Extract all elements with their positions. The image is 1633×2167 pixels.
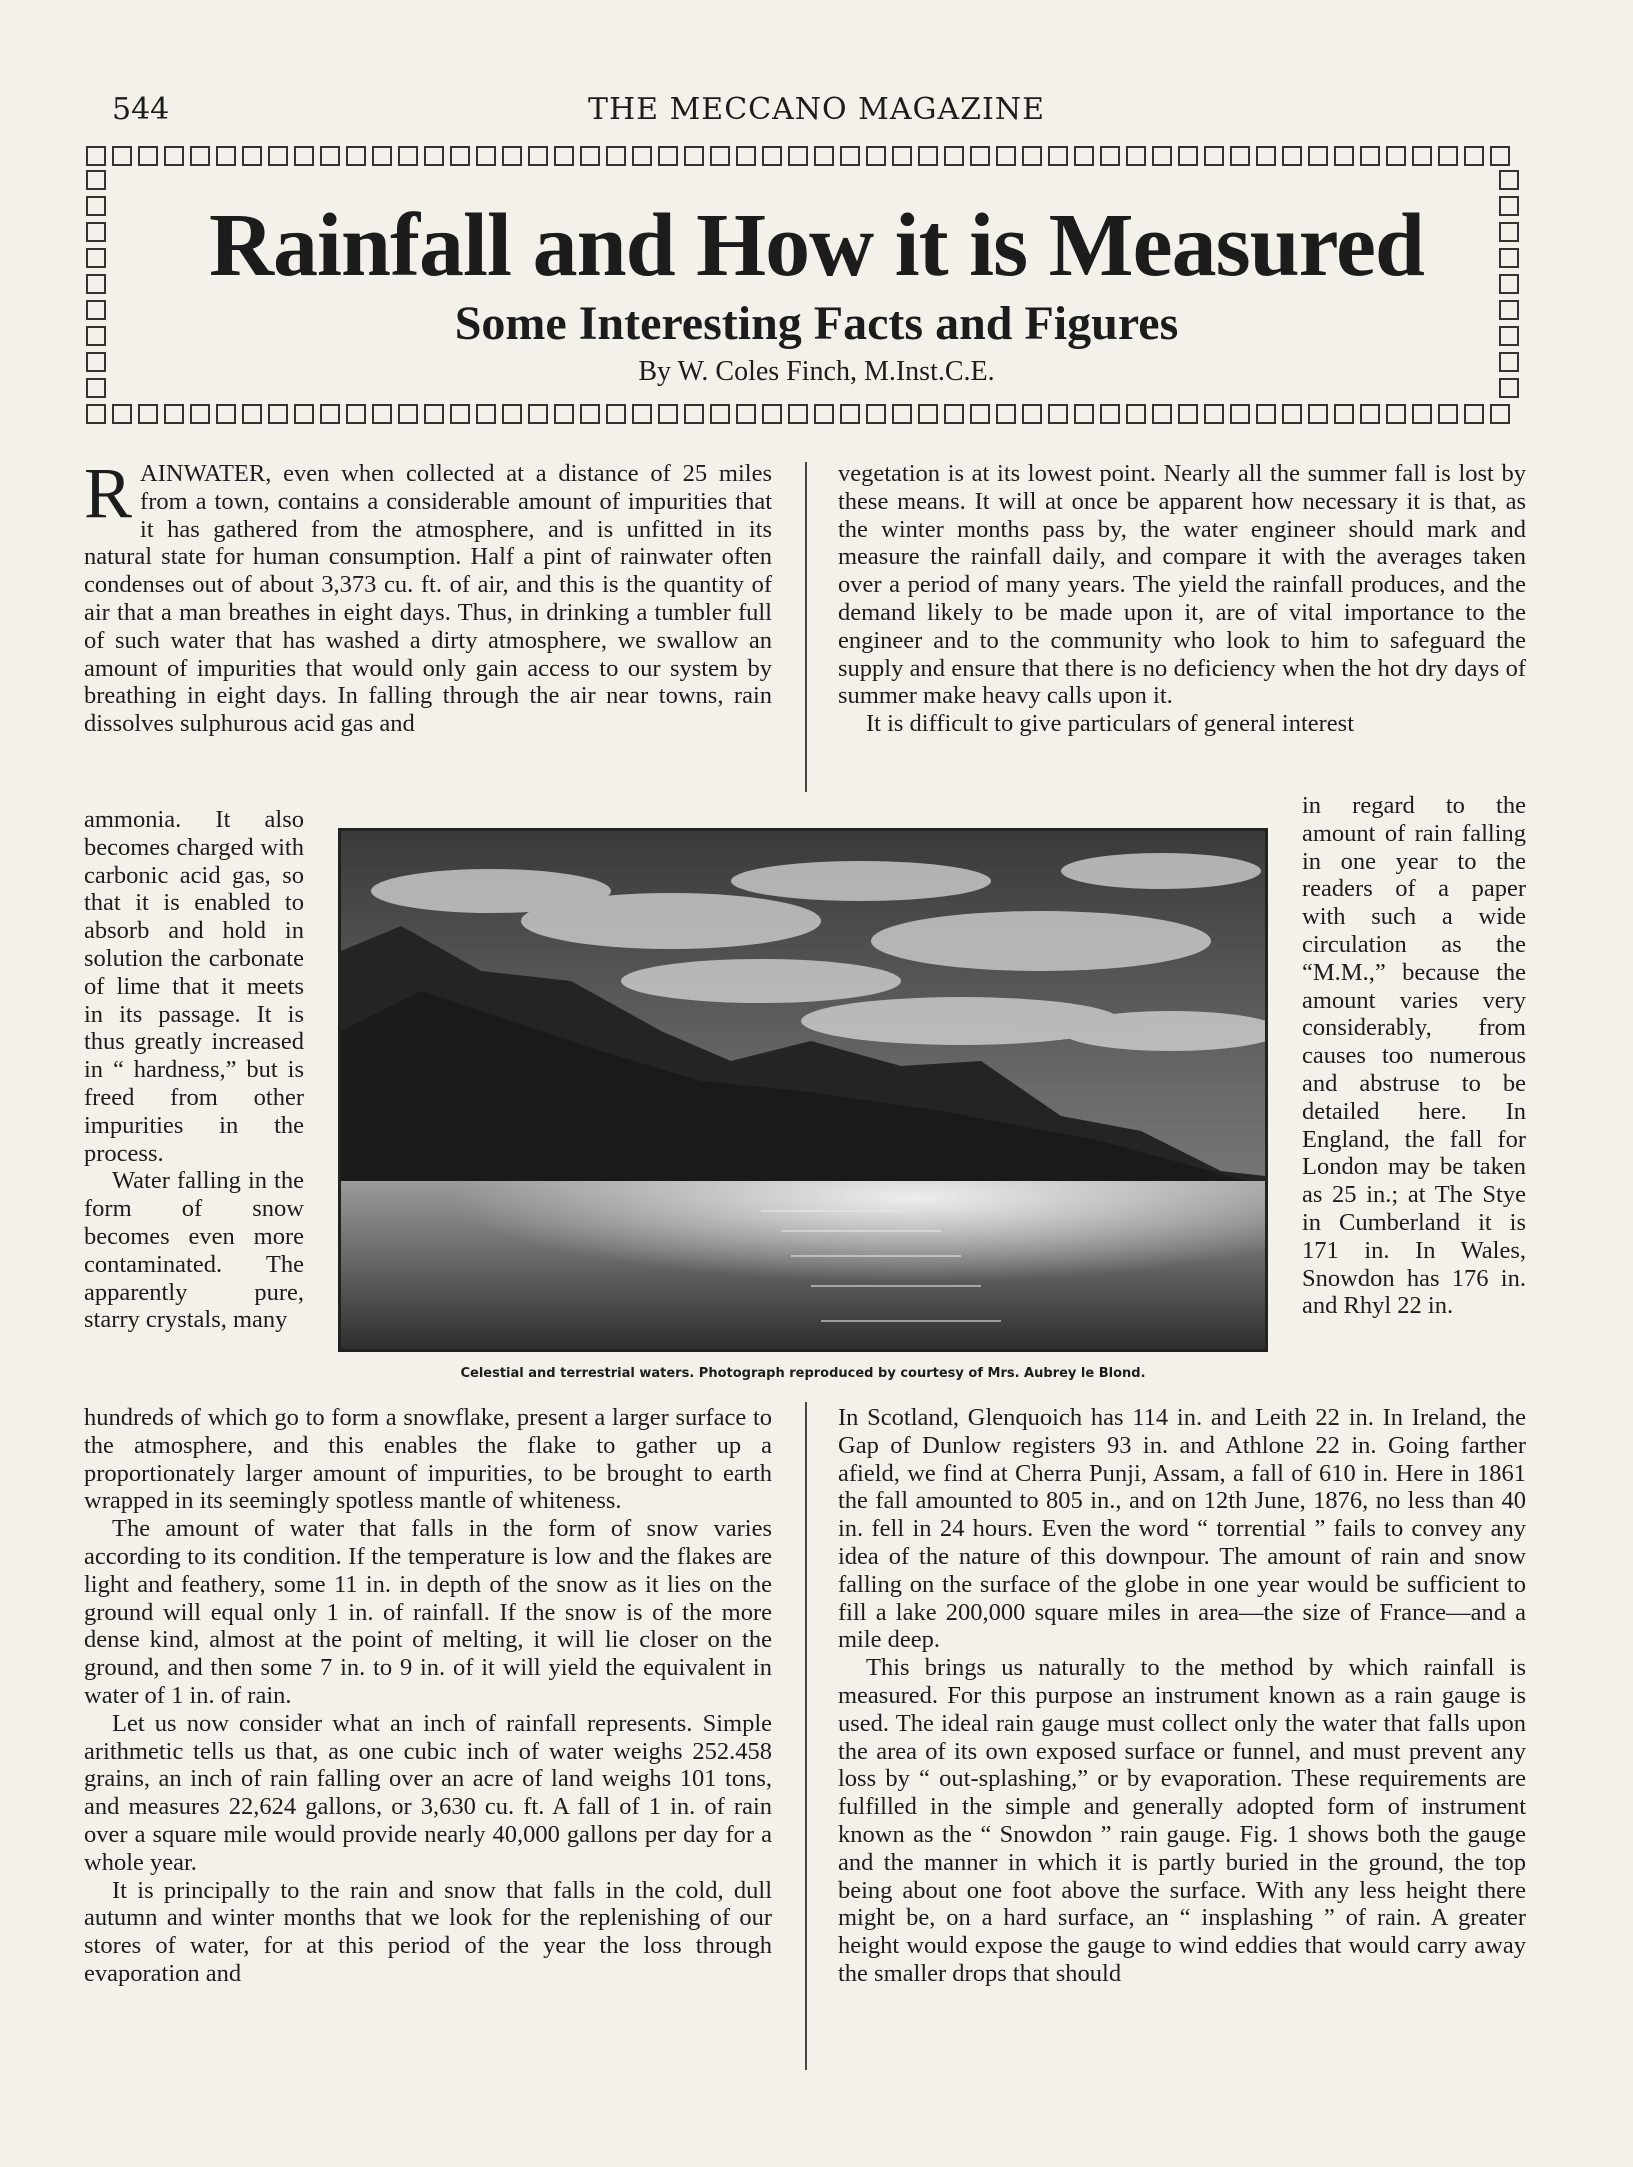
right-column-side (1302, 792, 1526, 1320)
border-square (502, 404, 522, 424)
column-divider (805, 462, 807, 792)
paragraph: hundreds of which go to form a snowflake, present a larger surface to the atmosphere, and this enables the flake to gather up a proportionately larger amount of impurities, to be brought to earth wrapped in its seemingly spotless mantle of whiteness. (84, 1404, 772, 1515)
border-square (424, 146, 444, 166)
border-square (450, 146, 470, 166)
border-square (242, 404, 262, 424)
border-square (190, 404, 210, 424)
border-square (1256, 404, 1276, 424)
border-square (1490, 404, 1510, 424)
border-square (1074, 146, 1094, 166)
border-square (476, 404, 496, 424)
border-square (190, 146, 210, 166)
border-square (346, 404, 366, 424)
border-square (996, 404, 1016, 424)
border-square (1334, 146, 1354, 166)
article-title: Rainfall and How it is Measured (209, 196, 1424, 295)
border-square (632, 146, 652, 166)
border-square (1100, 404, 1120, 424)
border-square (684, 404, 704, 424)
border-square (866, 404, 886, 424)
border-square (424, 404, 444, 424)
border-square (268, 404, 288, 424)
paragraph: It is principally to the rain and snow that falls in the cold, dull autumn and winter months that we look for the replenishing of our stores of water, for at this period of the year the loss through evaporation and (84, 1876, 772, 1987)
paragraph: vegetation is at its lowest point. Nearly all the summer fall is lost by these means. It will at once be apparent how necessary it is that, as the winter months pass by, the water engineer should mark and measure the rainfall daily, and compare it with the averages taken over a period of many years. The yield the rainfall produces, and the demand likely to be made upon it, are of vital importance to the engineer and to the community who look to him to safeguard the supply and ensure that there is no deficiency when the hot dry days of summer make heavy calls upon it. (838, 460, 1526, 710)
border-square (242, 146, 262, 166)
border-square (1360, 404, 1380, 424)
border-square (528, 404, 548, 424)
border-square (918, 146, 938, 166)
border-square (866, 146, 886, 166)
article-byline: By W. Coles Finch, M.Inst.C.E. (638, 356, 995, 387)
border-square (1178, 146, 1198, 166)
border-square (450, 404, 470, 424)
border-square (1282, 146, 1302, 166)
paragraph: This brings us naturally to the method by which rainfall is measured. For this purpose an instrument known as a rain gauge is used. The ideal rain gauge must collect only the water that falls upon the area of its own exposed surface or funnel, and must prevent any loss by “ out-splashing,” or by evaporation. These requirements are fulfilled in the simple and generally adopted form of instrument known as the “ Snowdon ” rain gauge. Fig. 1 shows both the gauge and the manner in which it is partly buried in the ground, the top being about one foot above the surface. With any less height there might be, on a hard surface, an “ insplashing ” of rain. A greater height would expose the gauge to wind eddies that would carry away the smaller drops that should (838, 1654, 1526, 1987)
border-square (86, 404, 106, 424)
border-square (398, 404, 418, 424)
border-square (294, 146, 314, 166)
border-square (86, 170, 106, 190)
border-square (528, 146, 548, 166)
border-square (1048, 404, 1068, 424)
border-square (398, 146, 418, 166)
border-square (970, 404, 990, 424)
border-square (1334, 404, 1354, 424)
border-square (1230, 146, 1250, 166)
border-square (1178, 404, 1198, 424)
border-square (372, 146, 392, 166)
border-square (1438, 404, 1458, 424)
border-square (1100, 146, 1120, 166)
border-square (320, 404, 340, 424)
left-column-side (84, 806, 304, 1334)
border-square (1074, 404, 1094, 424)
border-square (814, 404, 834, 424)
border-square (710, 404, 730, 424)
border-square (762, 146, 782, 166)
border-square (346, 146, 366, 166)
border-square (970, 146, 990, 166)
border-square (1282, 404, 1302, 424)
border-square (1204, 146, 1224, 166)
border-square (502, 146, 522, 166)
border-square (632, 404, 652, 424)
left-column-top (84, 453, 772, 738)
photo-caption: Celestial and terrestrial waters. Photograph reproduced by courtesy of Mrs. Aubrey le Blond. (460, 1366, 1146, 1381)
column-divider (805, 1402, 807, 2070)
border-square (1499, 170, 1519, 190)
border-square (762, 404, 782, 424)
paragraph: in regard to the amount of rain falling in one year to the readers of a paper with such a wide circulation as the “M.M.,” because the amount varies very considerably, from causes too numerous and abstruse to be detailed here. In England, the fall for London may be taken as 25 in.; at The Stye in Cumberland it is 171 in. In Wales, Snowdon has 176 in. and Rhyl 22 in. (1302, 792, 1526, 1320)
article-subtitle: Some Interesting Facts and Figures (454, 297, 1179, 350)
border-square (658, 404, 678, 424)
border-square (138, 404, 158, 424)
border-square (1360, 146, 1380, 166)
border-square (892, 404, 912, 424)
border-square (216, 146, 236, 166)
border-square (216, 404, 236, 424)
left-column-bottom (84, 1404, 772, 1988)
border-square (294, 404, 314, 424)
border-square (112, 146, 132, 166)
page-number: 544 (112, 92, 170, 127)
paragraph: The amount of water that falls in the form of snow varies according to its condition. If the temperature is low and the flakes are light and feathery, some 11 in. in depth of the snow as it lies on the ground will equal only 1 in. of rainfall. If the snow is of the more dense kind, almost at the point of melting, it will lie closer on the ground, and then some 7 in. to 9 in. of it will yield the equivalent in water of 1 in. of rain. (84, 1515, 772, 1709)
border-square (1464, 146, 1484, 166)
paragraph: AINWATER, even when collected at a distance of 25 miles from a town, contains a considerable amount of impurities that it has gathered from the atmosphere, and is unfitted in its natural state for human consumption. Half a pint of rainwater often condenses out of about 3,373 cu. ft. of air, and this is the quantity of air that a man breathes in eight days. Thus, in drinking a tumbler full of such water that has washed a dirty atmosphere, we swallow an amount of impurities that would only gain access to our system by breathing in eight days. In falling through the air near towns, rain dissolves sulphurous acid gas and (84, 460, 772, 738)
border-square (1152, 146, 1172, 166)
border-square (944, 146, 964, 166)
border-square (606, 146, 626, 166)
border-square (138, 146, 158, 166)
border-square (372, 404, 392, 424)
border-square (684, 146, 704, 166)
border-square (164, 404, 184, 424)
magazine-title: THE MECCANO MAGAZINE (587, 92, 1046, 127)
border-square (1230, 404, 1250, 424)
border-square (1152, 404, 1172, 424)
border-square (1256, 146, 1276, 166)
border-square (892, 146, 912, 166)
border-square (944, 404, 964, 424)
paragraph: Let us now consider what an inch of rainfall represents. Simple arithmetic tells us that, as one cubic inch of water weighs 252.458 grains, an inch of rain falling over an acre of land weighs 101 tons, and measures 22,624 gallons, or 3,630 cu. ft. A fall of 1 in. of rain over a square mile would provide nearly 40,000 gallons per day for a whole year. (84, 1709, 772, 1876)
paragraph: In Scotland, Glenquoich has 114 in. and Leith 22 in. In Ireland, the Gap of Dunlow registers 93 in. and Athlone 22 in. Going farther afield, we find at Cherra Punji, Assam, a fall of 610 in. Here in 1861 the fall amounted to 805 in., and on 12th June, 1876, no less than 40 in. fell in 24 hours. Even the word “ torrential ” fails to convey any idea of the nature of this downpour. The amount of rain and snow falling on the surface of the globe in one year would be sufficient to fill a lake 200,000 square miles in area—the size of France—and a mile deep. (838, 1404, 1526, 1654)
border-square (1412, 404, 1432, 424)
border-square (788, 146, 808, 166)
border-square (710, 146, 730, 166)
paragraph: It is difficult to give particulars of general interest (866, 710, 1355, 738)
border-square (606, 404, 626, 424)
right-column-top (838, 460, 1526, 738)
border-square (1386, 404, 1406, 424)
border-square (1022, 404, 1042, 424)
border-square (86, 146, 106, 166)
border-square (996, 146, 1016, 166)
border-square (1386, 146, 1406, 166)
border-square (554, 404, 574, 424)
border-square (1490, 146, 1510, 166)
border-square (736, 146, 756, 166)
border-square (1438, 146, 1458, 166)
paragraph: Water falling in the form of snow becomes even more contaminated. The apparently pure, starry crystals, many (84, 1167, 304, 1334)
landscape-photo-icon (341, 831, 1265, 1349)
border-square (1308, 146, 1328, 166)
border-square (1126, 146, 1146, 166)
border-square (580, 404, 600, 424)
border-square (112, 404, 132, 424)
border-square (580, 146, 600, 166)
border-square (554, 146, 574, 166)
border-square (1464, 404, 1484, 424)
border-square (164, 146, 184, 166)
right-column-bottom (838, 1404, 1526, 1988)
border-square (840, 404, 860, 424)
border-square (736, 404, 756, 424)
border-square (1126, 404, 1146, 424)
border-square (918, 404, 938, 424)
paragraph: ammonia. It also becomes charged with carbonic acid gas, so that it is enabled to absorb and hold in solution the carbonate of lime that it meets in its passage. It is thus greatly increased in “ hardness,” but is freed from other impurities in the process. (84, 806, 304, 1167)
border-square (1308, 404, 1328, 424)
border-square (788, 404, 808, 424)
border-square (268, 146, 288, 166)
border-square (840, 146, 860, 166)
border-square (320, 146, 340, 166)
border-square (814, 146, 834, 166)
border-square (1048, 146, 1068, 166)
border-square (1022, 146, 1042, 166)
border-square (476, 146, 496, 166)
border-square (1204, 404, 1224, 424)
border-square (1412, 146, 1432, 166)
border-square (658, 146, 678, 166)
drop-cap: R (84, 453, 133, 533)
landscape-photo (338, 828, 1268, 1352)
